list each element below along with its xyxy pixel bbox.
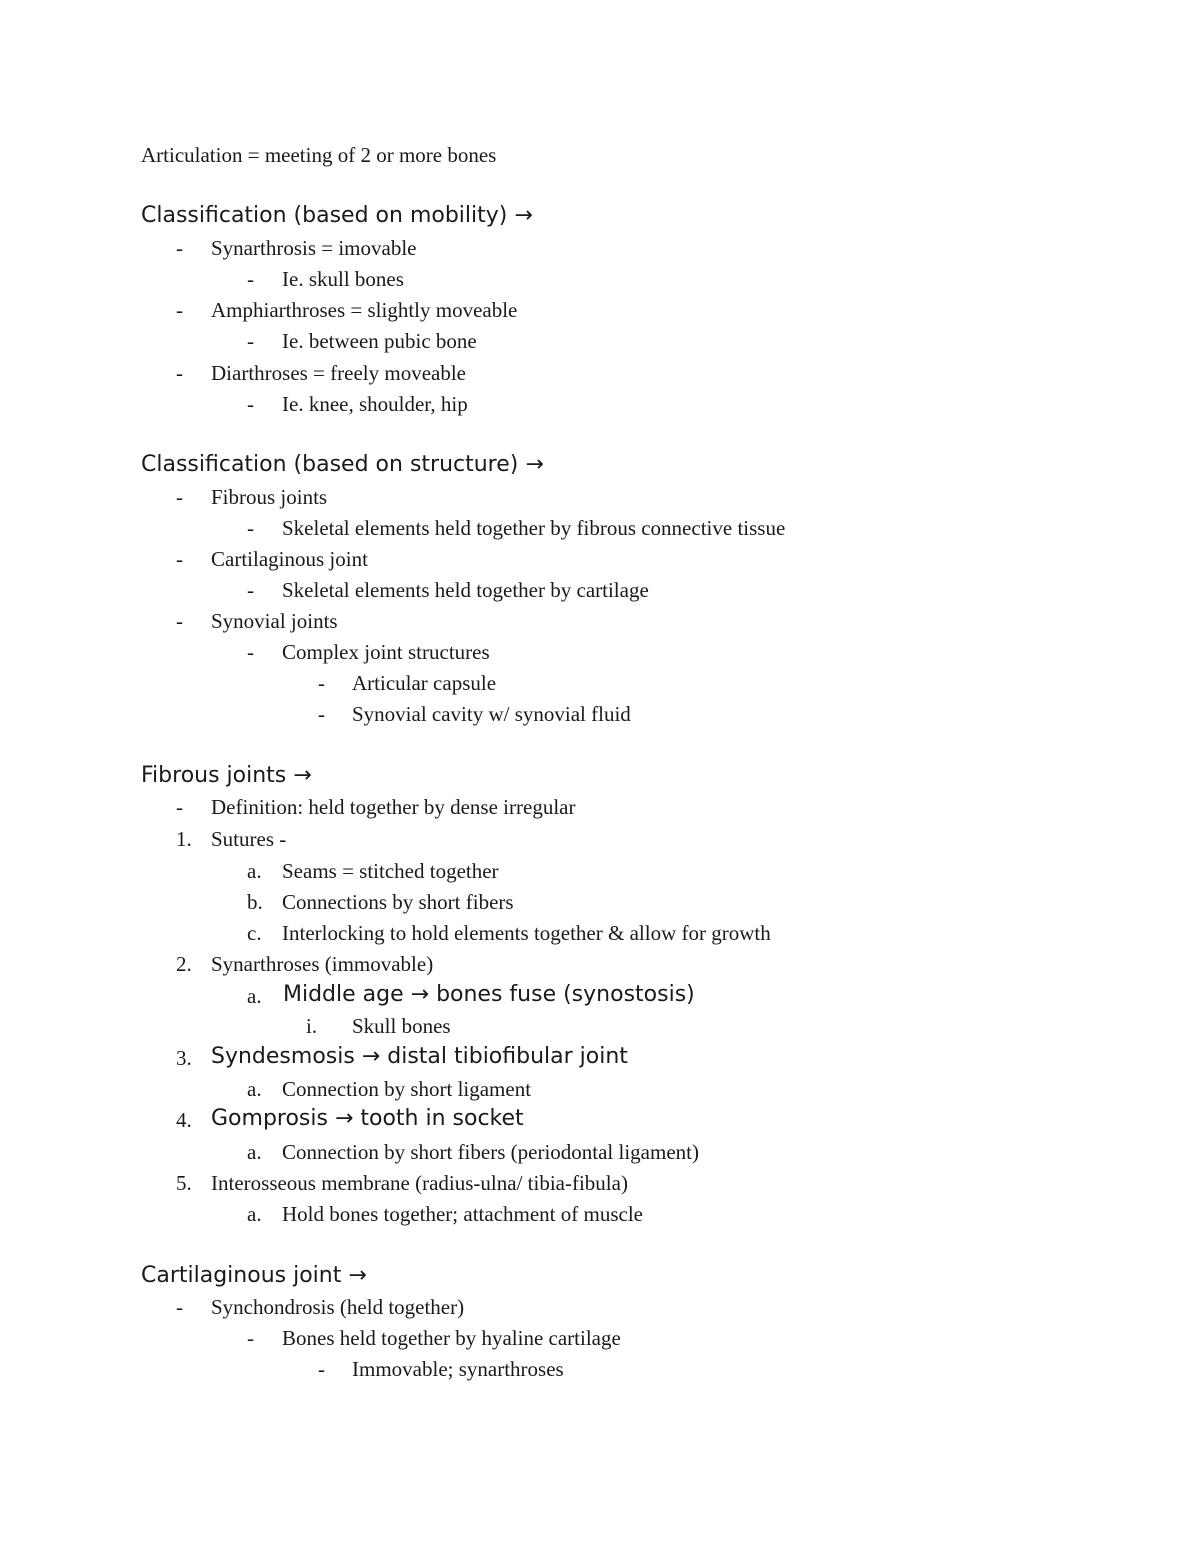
list-marker: 4.: [176, 1108, 192, 1132]
list-marker: 2.: [176, 952, 192, 976]
list-marker: -: [176, 298, 183, 322]
list-marker: -: [176, 361, 183, 385]
list-marker: -: [176, 547, 183, 571]
list-item: Interosseous membrane (radius-ulna/ tibia-fibula): [211, 1171, 628, 1195]
list-item: Synarthrosis = imovable: [211, 236, 417, 260]
list-marker: -: [176, 485, 183, 509]
list-marker: -: [247, 392, 254, 416]
list-item: Bones held together by hyaline cartilage: [282, 1326, 621, 1350]
list-item: Fibrous joints: [211, 485, 328, 509]
list-item: Ie. between pubic bone: [282, 329, 477, 353]
section-heading-mobility: Classification (based on mobility) →: [141, 203, 533, 228]
section-heading-structure: Classification (based on structure) →: [141, 452, 544, 477]
list-item: Skeletal elements held together by fibrous connective tissue: [282, 516, 786, 540]
list-marker: b.: [247, 890, 263, 914]
section-heading-fibrous: Fibrous joints →: [141, 763, 312, 788]
intro-text: Articulation = meeting of 2 or more bones: [141, 143, 497, 167]
list-marker: -: [318, 1357, 325, 1381]
list-item: Diarthroses = freely moveable: [211, 361, 466, 385]
list-item: Middle age → bones fuse (synostosis): [283, 982, 695, 1007]
list-marker: -: [247, 516, 254, 540]
list-item: Syndesmosis → distal tibiofibular joint: [211, 1044, 628, 1069]
list-marker: 3.: [176, 1046, 192, 1070]
list-marker: a.: [247, 859, 262, 883]
list-item: Connection by short ligament: [282, 1077, 532, 1101]
list-item: Skull bones: [352, 1014, 451, 1038]
list-marker: -: [247, 329, 254, 353]
list-marker: -: [247, 640, 254, 664]
list-marker: -: [176, 609, 183, 633]
list-marker: a.: [247, 984, 262, 1008]
list-marker: -: [318, 671, 325, 695]
list-item: Skeletal elements held together by cartilage: [282, 578, 649, 602]
list-item: Seams = stitched together: [282, 859, 499, 883]
list-item: Complex joint structures: [282, 640, 490, 664]
list-item: Ie. skull bones: [282, 267, 404, 291]
list-item: Connection by short fibers (periodontal ligament): [282, 1140, 699, 1164]
list-item: Gomprosis → tooth in socket: [211, 1106, 524, 1131]
list-item: Amphiarthroses = slightly moveable: [211, 298, 518, 322]
list-marker: i.: [306, 1014, 318, 1038]
list-marker: 1.: [176, 827, 192, 851]
section-heading-cartilaginous: Cartilaginous joint →: [141, 1263, 367, 1288]
list-marker: 5.: [176, 1171, 192, 1195]
list-item: Immovable; synarthroses: [352, 1357, 564, 1381]
list-item: Sutures -: [211, 827, 287, 851]
list-marker: c.: [247, 921, 262, 945]
list-item: Synarthroses (immovable): [211, 952, 434, 976]
list-item: Articular capsule: [352, 671, 497, 695]
list-item: Interlocking to hold elements together & allow for growth: [282, 921, 771, 945]
list-item: Connections by short fibers: [282, 890, 514, 914]
list-item: Synovial cavity w/ synovial fluid: [352, 702, 631, 726]
list-item: Ie. knee, shoulder, hip: [282, 392, 468, 416]
list-marker: -: [176, 236, 183, 260]
list-marker: a.: [247, 1202, 262, 1226]
list-marker: -: [176, 795, 183, 819]
list-item: Hold bones together; attachment of muscle: [282, 1202, 643, 1226]
list-item: Synovial joints: [211, 609, 338, 633]
list-marker: -: [247, 267, 254, 291]
list-marker: -: [176, 1295, 183, 1319]
list-item: Synchondrosis (held together): [211, 1295, 465, 1319]
list-item: Cartilaginous joint: [211, 547, 368, 571]
list-marker: -: [247, 578, 254, 602]
list-marker: -: [318, 702, 325, 726]
list-marker: -: [247, 1326, 254, 1350]
list-marker: a.: [247, 1077, 262, 1101]
list-item: Definition: held together by dense irregular: [211, 795, 576, 819]
list-marker: a.: [247, 1140, 262, 1164]
